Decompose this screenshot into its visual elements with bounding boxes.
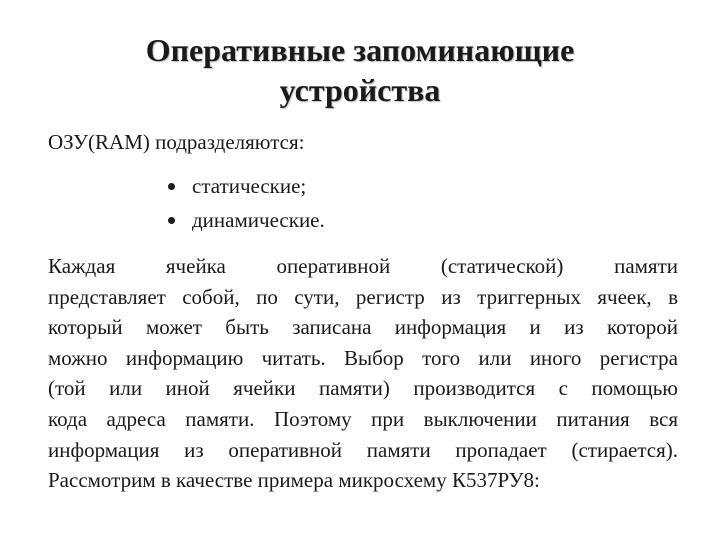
title-line-1: Оперативные запоминающие: [145, 32, 575, 68]
paragraph-line: который может быть записана информация и из которой: [48, 315, 678, 340]
paragraph-line: кода адреса памяти. Поэтому при выключении питания вся: [48, 406, 678, 431]
bullet-dot-icon: [168, 217, 175, 224]
paragraph-line: информация из оперативной памяти пропадает (стирается).: [48, 437, 678, 462]
bullet-item: [168, 206, 325, 234]
bullet-text: динамические.: [192, 208, 325, 232]
paragraph-line: Каждая ячейка оперативной (статической) памяти: [48, 254, 678, 278]
bullet-item: [168, 172, 325, 200]
intro-text: ОЗУ(RAM) подразделяются:: [48, 130, 305, 154]
paragraph-line: можно информацию читать. Выбор того или иного регистра: [48, 345, 678, 370]
body-paragraph: [48, 251, 678, 496]
slide-title: [40, 30, 680, 110]
bullet-text: статические;: [192, 174, 307, 198]
title-line-2: устройства: [279, 72, 441, 108]
bullet-list: [168, 172, 325, 240]
bullet-dot-icon: [168, 183, 175, 190]
paragraph-line: (той или иной ячейки памяти) производится с помощью: [48, 376, 678, 401]
paragraph-line: Рассмотрим в качестве примера микросхему К537РУ8:: [48, 468, 540, 493]
paragraph-line: представляет собой, по сути, регистр из триггерных ячеек, в: [48, 284, 678, 309]
